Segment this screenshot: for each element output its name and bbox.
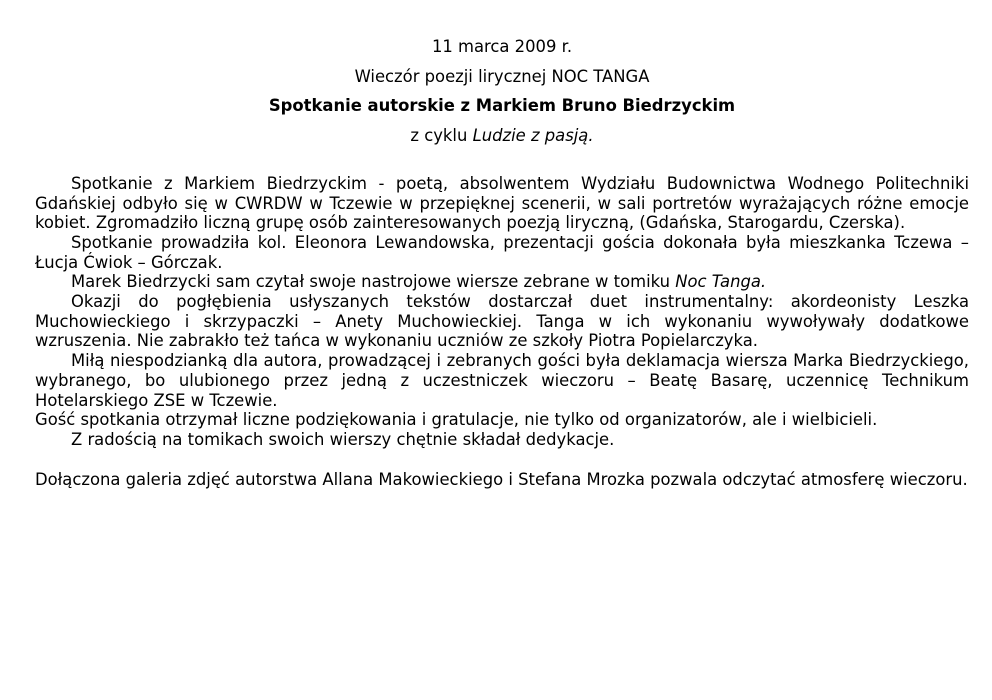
paragraph-gap [35, 450, 969, 470]
paragraph-host: Spotkanie prowadziła kol. Eleonora Lewandowska, prezentacji gościa dokonała była mieszkanka Tczewa – Łucja Ćwiok – Górczak. [35, 232, 969, 272]
paragraph-thanks: Gość spotkania otrzymał liczne podziękowania i gratulacje, nie tylko od organizatorów, ale i wielbicieli. [35, 410, 878, 430]
series-line [35, 126, 969, 146]
paragraph-dedications: Z radością na tomikach swoich wierszy chętnie składał dedykacje. [71, 429, 615, 449]
paragraph-intro: Spotkanie z Markiem Biedrzyckim - poetą, absolwentem Wydziału Budownictwa Wodnego Politechniki Gdańskiej odbyło się w CWRDW w Tczewie w przepięknej scenerii, w sali portretów wyrażających różne emocje kobiet. Zgromadziło liczną grupę osób zainteresowanych poezją liryczną, (Gdańska, Starogardu, Czerska). [35, 173, 969, 233]
event-name: Wieczór poezji lirycznej NOC TANGA [354, 66, 650, 86]
paragraph-reading [35, 272, 969, 292]
paragraph-gallery: Dołączona galeria zdjęć autorstwa Allana Makowieckiego i Stefana Mrozka pozwala odczytać atmosferę wieczoru. [35, 469, 968, 489]
event-date: 11 marca 2009 r. [431, 37, 573, 56]
document-title: Spotkanie autorskie z Markiem Bruno Biedrzyckim [268, 96, 736, 116]
series-prefix: z cyklu [410, 126, 473, 146]
document-page [35, 37, 969, 489]
series-name: Ludzie z pasją. [472, 126, 594, 146]
book-title: Noc Tanga. [675, 272, 767, 292]
paragraph-recitation: Miłą niespodzianką dla autora, prowadzącej i zebranych gości była deklamacja wiersza Marka Biedrzyckiego, wybranego, bo ulubionego przez jedną z uczestniczek wieczoru – Beatę Basarę, uczennicę Technikum Hotelarskiego ZSE w Tczewie. [35, 351, 969, 410]
paragraph-music: Okazji do pogłębienia usłyszanych tekstów dostarczał duet instrumentalny: akordeonisty Leszka Muchowieckiego i skrzypaczki – Anety Muchowieckiej. Tanga w ich wykonaniu wywoływały dodatkowe wzruszenia. Nie zabrakło też tańca w wykonaniu uczniów ze szkoły Piotra Popielarczyka. [35, 292, 969, 351]
reading-text: Marek Biedrzycki sam czytał swoje nastrojowe wiersze zebrane w tomiku [71, 272, 676, 292]
